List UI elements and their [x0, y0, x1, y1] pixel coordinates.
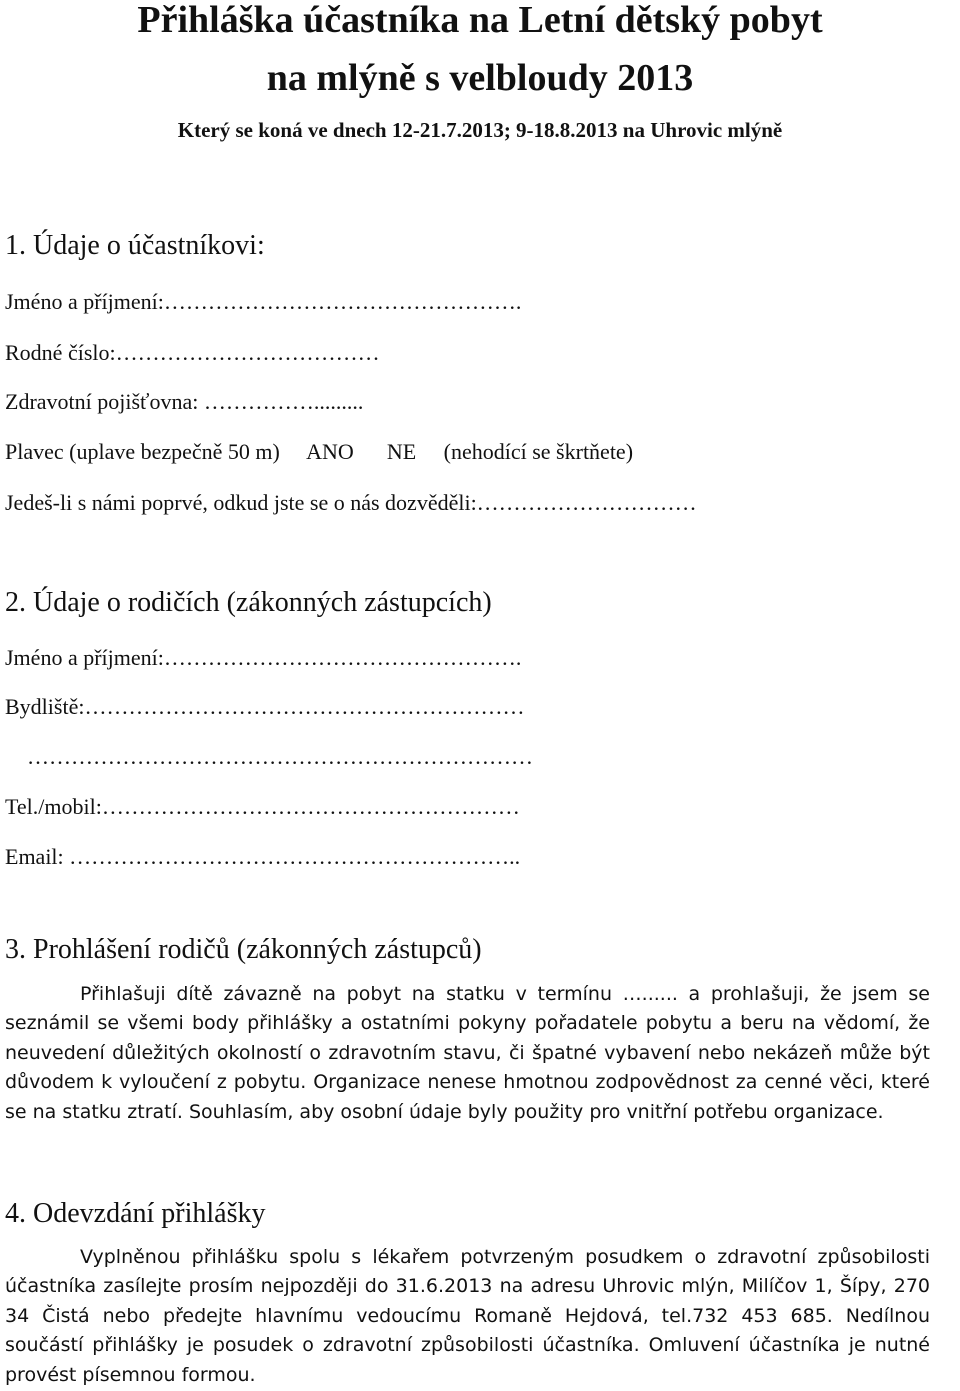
- health-insurance-field[interactable]: Zdravotní pojišťovna: …………….........: [5, 389, 364, 414]
- section3-heading: 3. Prohlášení rodičů (zákonných zástupců): [5, 934, 482, 965]
- parent-email-field[interactable]: Email: ……………………………………………………..: [5, 844, 521, 869]
- section4-heading: 4. Odevzdání přihlášky: [5, 1198, 266, 1229]
- swimmer-option-line[interactable]: Plavec (uplave bezpečně 50 m) ANO NE (nehodící se škrtňete): [5, 439, 634, 464]
- parent-name-field[interactable]: Jméno a příjmení:………………………………………….: [5, 645, 522, 670]
- page-title-line2: na mlýně s velbloudy 2013: [266, 57, 694, 99]
- parent-address-continuation[interactable]: ……………………………………………………………: [5, 744, 533, 769]
- page-title: Přihláška účastníka na Letní dětský pobyt: [137, 0, 823, 41]
- birth-number-field[interactable]: Rodné číslo:………………………………: [5, 340, 380, 365]
- parent-declaration-text: [5, 980, 930, 1127]
- parent-address-field[interactable]: Bydliště:……………………………………………………: [5, 694, 525, 719]
- section2-heading: 2. Údaje o rodičích (zákonných zástupcích): [5, 587, 492, 618]
- submission-body: Vyplněnou přihlášku spolu s lékařem potvrzeným posudkem o zdravotní způsobilosti účastníka zasílejte prosím nejpozději do 31.6.2013 na adresu Uhrovic mlýn, Milíčov 1, Šípy, 270 34 Čistá nebo předejte hlavnímu vedoucímu Romaně Hejdová, tel.732 453 685. Nedílnou součástí přihlášky je posudek o zdravotní způsobilosti účastníka. Omluvení účastníka je nutné provést písemnou formou.: [5, 1246, 930, 1386]
- declaration-body: Přihlašuji dítě závazně na pobyt na statku v termínu …...... a prohlašuji, že jsem se seznámil se všemi body přihlášky a ostatními pokyny pořadatele pobytu a beru na vědomí, že neuvedení důležitých okolností o zdravotním stavu, či špatné vybavení nebo nekázeň může být důvodem k vyloučení z pobytu. Organizace nenese hmotnou zodpovědnost za cenné věci, které se na statku ztratí. Souhlasím, aby osobní údaje byly použity pro vnitřní potřebu organizace.: [5, 983, 930, 1123]
- parent-phone-field[interactable]: Tel./mobil:…………………………………………………: [5, 794, 520, 819]
- participant-name-field[interactable]: Jméno a příjmení:………………………………………….: [5, 289, 522, 314]
- referral-source-field[interactable]: Jedeš-li s námi poprvé, odkud jste se o nás dozvěděli:…………………………: [5, 490, 697, 515]
- submission-instructions-text: [5, 1243, 930, 1390]
- section1-heading: 1. Údaje o účastníkovi:: [5, 230, 265, 261]
- event-dates-subtitle: Který se koná ve dnech 12-21.7.2013; 9-18.8.2013 na Uhrovic mlýně: [177, 118, 783, 142]
